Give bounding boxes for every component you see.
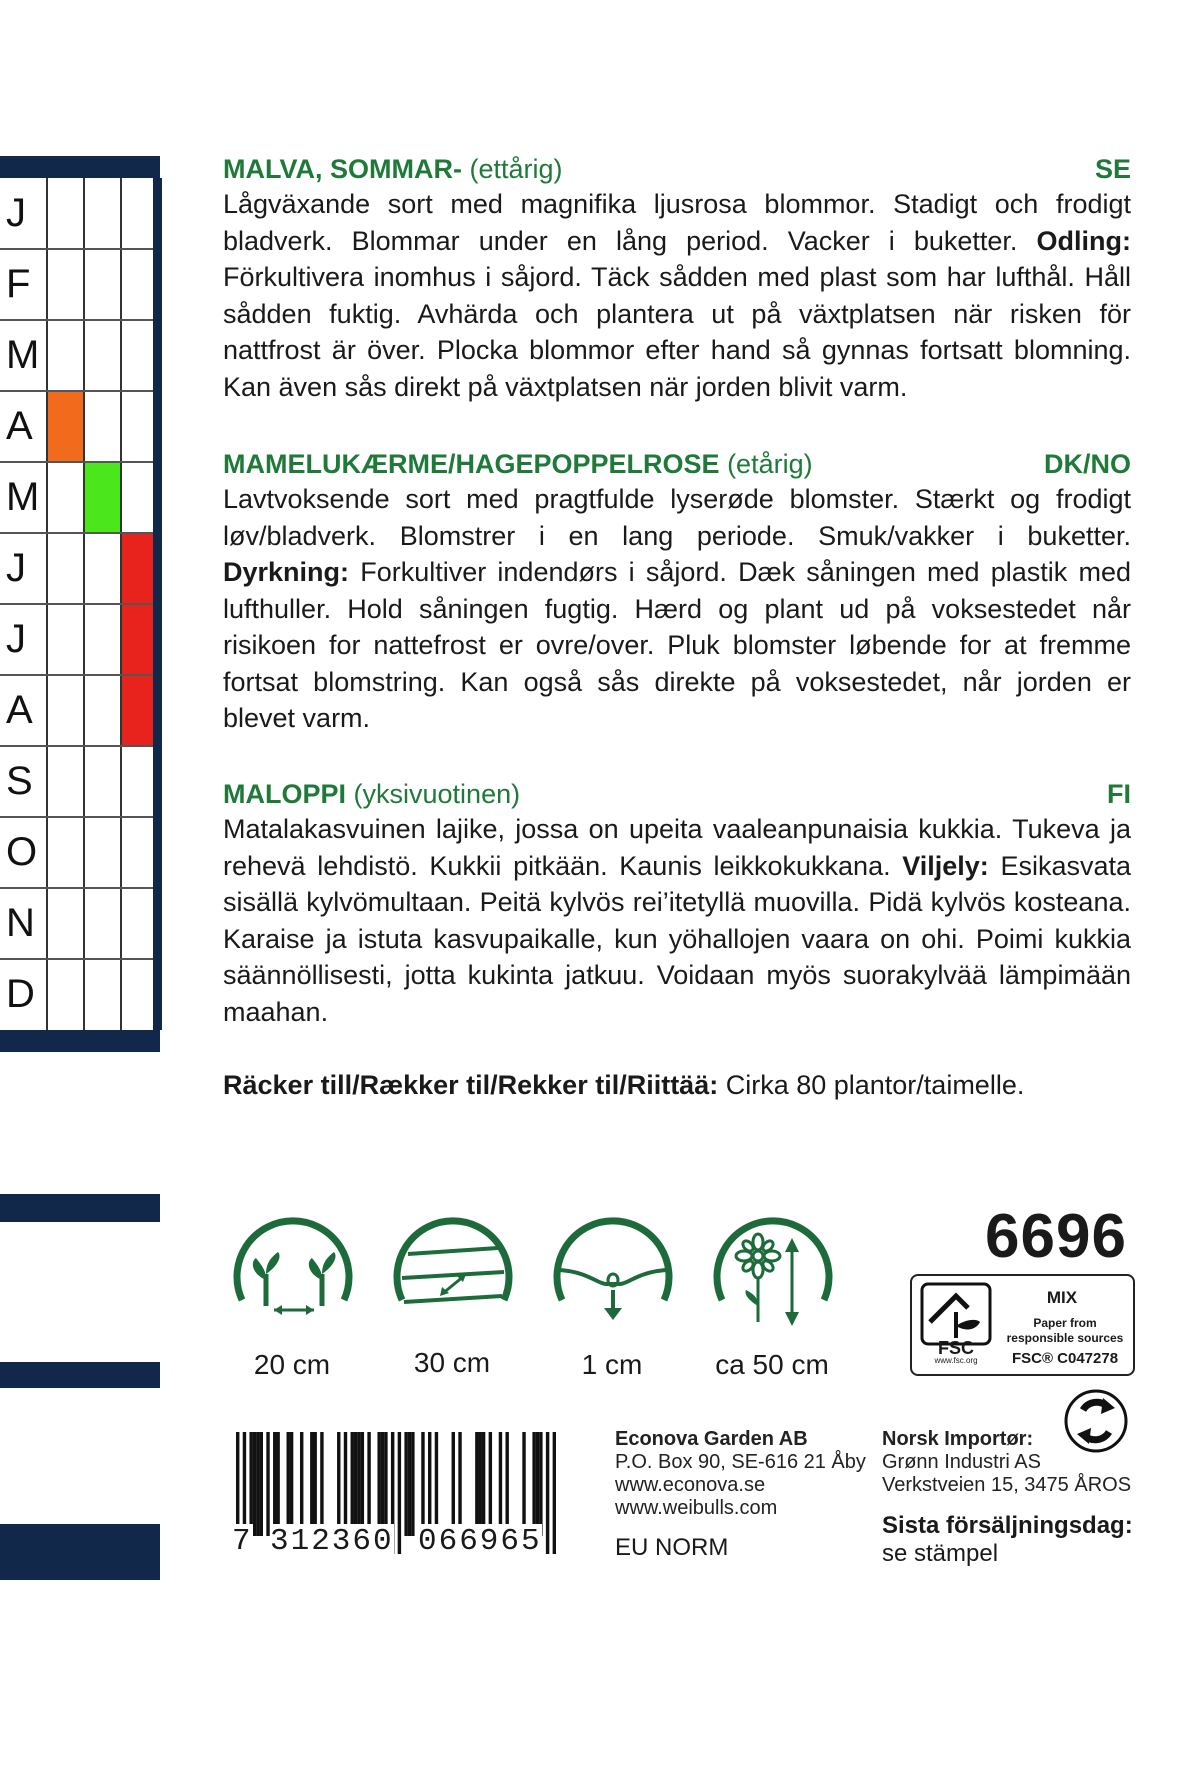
calendar-bloom-cell — [121, 675, 157, 746]
language-code: SE — [1094, 154, 1131, 184]
producer-address — [615, 1428, 866, 1520]
calendar-month-letter: J — [6, 617, 26, 661]
plant-lifecycle: (yksivuotinen) — [353, 779, 521, 809]
calendar-month-row — [0, 817, 160, 888]
barcode-bar — [287, 1432, 290, 1536]
barcode-bar — [357, 1432, 360, 1536]
importer-name: Grønn Industri AS — [882, 1451, 1041, 1473]
section-dk-no — [223, 447, 1131, 737]
legend-top-band — [0, 1030, 160, 1052]
plant-lifecycle: (ettårig) — [469, 154, 563, 184]
calendar-sow-indoor-cell — [47, 817, 83, 888]
calendar-sow-indoor-cell — [47, 462, 83, 533]
calendar-bloom-cell — [121, 462, 157, 533]
calendar-sow-indoor-cell — [47, 604, 83, 675]
barcode-bar — [381, 1432, 384, 1536]
plant-spacing-value: 20 cm — [253, 1349, 331, 1380]
legend-bloom: Blomstring/ Skörd/ Høst/ Kukkii/sato — [6, 1398, 117, 1510]
calendar-month-letter: S — [6, 759, 33, 803]
fsc-url: www.fsc.org — [934, 1356, 978, 1365]
calendar-bloom-cell — [121, 604, 157, 675]
barcode-bar — [384, 1432, 387, 1536]
barcode-bar — [435, 1432, 438, 1536]
importer-label: Norsk Importør: — [882, 1428, 1034, 1450]
barcode-bar — [532, 1432, 535, 1536]
barcode-bar — [499, 1432, 502, 1536]
calendar-month-row — [0, 391, 160, 462]
calendar-month-row — [0, 888, 160, 959]
barcode-bar — [452, 1432, 455, 1536]
calendar-sow-indoor-cell — [47, 675, 83, 746]
body-text: Lavtvoksende sort med pragtfulde lyserøde blomster. Stærkt og frodigt løv/bladverk. Blomstrer i en lang periode. Smuk/vakker i buketter. — [223, 484, 1131, 551]
body-text: Förkultivera inomhus i såjord. Täck sådden med plast som har lufthål. Håll sådden fuktig. Avhärda och plantera ut på växtplatsen när risken för nattfrost är över. Plocka blommor efter hand så gynnas fortsatt blomning. Kan även sås direkt på växtplatsen när jorden blivit varm. — [223, 262, 1131, 402]
barcode-bar — [249, 1432, 252, 1536]
calendar-month-letter: M — [6, 333, 40, 377]
barcode-bar — [361, 1432, 364, 1536]
language-code: FI — [1107, 779, 1131, 809]
legend-sow-direct: Direktså/ Såing direkte/ Suorakylvö — [6, 1232, 115, 1344]
plant-name: MALOPPI — [223, 779, 347, 809]
plant-spacing-icon — [228, 1210, 358, 1340]
producer-website: www.econova.se — [615, 1474, 766, 1496]
calendar-bloom-cell — [121, 178, 157, 249]
barcode-bar — [489, 1432, 492, 1536]
calendar-month-letter: J — [6, 191, 26, 235]
calendar-sow-direct-cell — [84, 675, 120, 746]
plant-name: MALVA, SOMMAR- — [223, 154, 462, 184]
barcode-bar — [522, 1432, 525, 1536]
plant-name: MAMELUKÆRME/HAGEPOPPELROSE — [223, 449, 720, 479]
calendar-month-letter: D — [6, 972, 35, 1016]
section-heading — [223, 777, 1131, 811]
last-sale-label: Sista försäljningsdag: — [882, 1512, 1133, 1539]
eu-norm: EU NORM — [615, 1534, 729, 1561]
calendar-sow-indoor-cell — [47, 746, 83, 817]
calendar-month-row — [0, 533, 160, 604]
fsc-logo-text: FSC — [938, 1338, 974, 1358]
barcode-bar — [421, 1432, 424, 1536]
calendar-sow-direct-cell — [84, 817, 120, 888]
body-text: Lågväxande sort med magnifika ljusrosa blommor. Stadigt och frodigt bladverk. Blommar under en lång period. Vacker i buketter. — [223, 189, 1131, 256]
barcode-bar — [256, 1432, 259, 1536]
calendar-sow-direct-cell — [84, 888, 120, 959]
fsc-paper-source: Paper from responsible sources — [1006, 1316, 1124, 1345]
barcode-bar — [320, 1432, 323, 1536]
calendar-sow-indoor-cell — [47, 959, 83, 1030]
article-number: 6696 — [985, 1202, 1127, 1271]
calendar-sow-direct-cell — [84, 391, 120, 462]
fsc-license-code: FSC® C047278 — [1011, 1350, 1119, 1367]
barcode-bar — [290, 1432, 293, 1536]
calendar-sow-direct-cell — [84, 959, 120, 1030]
barcode-bar — [475, 1432, 478, 1536]
section-heading — [223, 152, 1131, 186]
barcode-digits — [232, 1524, 562, 1564]
barcode-bar — [458, 1432, 461, 1536]
producer-website: www.weibulls.com — [615, 1497, 778, 1519]
plant-height-icon — [708, 1210, 838, 1340]
section-se — [223, 152, 1131, 405]
seed-quantity — [223, 1068, 1024, 1102]
section-body — [223, 811, 1131, 1030]
calendar-sow-direct-cell — [84, 178, 120, 249]
sowing-depth-icon — [548, 1210, 678, 1340]
calendar-sow-indoor-cell — [47, 888, 83, 959]
section-body — [223, 186, 1131, 405]
calendar-sow-indoor-cell — [47, 249, 83, 320]
row-spacing-value: 30 cm — [413, 1347, 491, 1378]
calendar-bloom-cell — [121, 391, 157, 462]
calendar-month-letter: O — [6, 830, 38, 874]
calendar-sow-direct-cell — [84, 462, 120, 533]
seed-quantity-value: Cirka 80 plantor/taimelle. — [718, 1070, 1025, 1100]
calendar-month-letter: N — [6, 901, 35, 945]
importer-address — [882, 1428, 1131, 1497]
body-text: Esikasvata sisällä kylvömultaan. Peitä kylvös rei’itetyllä muovilla. Pidä kylvös kosteana. Karaise ja istuta kasvupaikalle, kun yöhallojen vaara on ohi. Poimi kukkia säännöllisesti, jotta kukinta jatkuu. Voidaan myös suorakylvää lämpimään maahan. — [223, 850, 1131, 1027]
calendar-month-letter: F — [6, 262, 31, 306]
legend-band — [0, 1362, 160, 1388]
barcode-bar — [505, 1432, 508, 1536]
calendar-sow-direct-cell — [84, 533, 120, 604]
body-text: Matalakasvuinen lajike, jossa on upeita vaaleanpunaisia kukkia. Tukeva ja rehevä lehdistö. Kukkii pitkään. Kaunis leikkokukkana. — [223, 814, 1131, 881]
barcode-bar — [539, 1432, 542, 1536]
barcode-bar — [408, 1432, 411, 1536]
calendar-sow-direct-cell — [84, 746, 120, 817]
section-heading — [223, 447, 1131, 481]
producer-postal: P.O. Box 90, SE-616 21 Åby — [615, 1451, 866, 1473]
barcode-bar — [367, 1432, 370, 1536]
producer-name: Econova Garden AB — [615, 1428, 808, 1450]
calendar-month-row — [0, 249, 160, 320]
calendar-month-letter: J — [6, 546, 26, 590]
calendar-sow-indoor-cell — [47, 178, 83, 249]
calendar-month-row — [0, 320, 160, 391]
barcode-bar — [377, 1432, 380, 1536]
barcode-bar — [404, 1432, 407, 1536]
legend-sow-indoor: Förså/ Forkultur/ Esikavatus — [6, 1074, 113, 1157]
barcode-bar — [260, 1432, 263, 1536]
barcode-bar — [310, 1432, 313, 1536]
barcode-first-digit: 7 — [232, 1524, 253, 1559]
calendar-month-letter: A — [6, 404, 33, 448]
calendar-sow-indoor-cell — [47, 391, 83, 462]
calendar-month-row — [0, 959, 160, 1030]
barcode-bar — [266, 1432, 269, 1536]
calendar-sow-direct-cell — [84, 320, 120, 391]
barcode-bar — [536, 1432, 539, 1536]
calendar-bloom-cell — [121, 249, 157, 320]
calendar-top-band — [0, 156, 160, 178]
barcode-bar — [337, 1432, 340, 1536]
section-fi — [223, 777, 1131, 1030]
plant-height-value: ca 50 cm — [715, 1349, 829, 1380]
body-text: Forkultiver indendørs i såjord. Dæk såningen med plastik med lufthuller. Hold såningen fugtig. Hærd og plant ud på voksestedet når risikoen for nattefrost er ovre/over. Pluk blomster løbende for at fremme fortsat blomstring. Kan også sås direkte på voksestedet, når jorden er blevet varm. — [223, 557, 1131, 733]
calendar-month-row — [0, 675, 160, 746]
calendar-month-row — [0, 746, 160, 817]
calendar-bloom-cell — [121, 746, 157, 817]
legend-band — [0, 1194, 160, 1222]
calendar-bloom-cell — [121, 888, 157, 959]
barcode-bar — [482, 1432, 485, 1536]
importer-street: Verkstveien 15, 3475 ÅROS — [882, 1474, 1132, 1496]
calendar-month-letter: M — [6, 475, 40, 519]
barcode-left-digits: 312360 — [270, 1524, 394, 1559]
fsc-label — [910, 1274, 1135, 1376]
calendar-sow-direct-cell — [84, 604, 120, 675]
barcode-bar — [428, 1432, 431, 1536]
last-sale-date — [882, 1512, 1133, 1568]
barcode-bar — [300, 1432, 303, 1536]
language-code: DK/NO — [1044, 449, 1131, 479]
barcode-bar — [253, 1432, 256, 1536]
calendar-month-row — [0, 604, 160, 675]
calendar-bloom-cell — [121, 533, 157, 604]
row-spacing-icon — [388, 1210, 518, 1340]
legend-bottom-band — [0, 1524, 160, 1580]
barcode-right-digits: 066965 — [418, 1524, 542, 1559]
section-body — [223, 481, 1131, 737]
barcode-bar — [479, 1432, 482, 1536]
calendar-sow-indoor-cell — [47, 320, 83, 391]
cultivation-label: Odling: — [1036, 225, 1131, 256]
calendar-bloom-cell — [121, 817, 157, 888]
calendar-month-letter: A — [6, 688, 33, 732]
calendar-bloom-cell — [121, 959, 157, 1030]
barcode-bar — [273, 1432, 276, 1536]
calendar-sow-indoor-cell — [47, 533, 83, 604]
calendar-bloom-cell — [121, 320, 157, 391]
barcode-bar — [354, 1432, 357, 1536]
seed-quantity-label: Räcker till/Rækker til/Rekker til/Riittää: — [223, 1070, 719, 1100]
fsc-mix: MIX — [1046, 1288, 1078, 1307]
cultivation-label: Dyrkning: — [223, 557, 350, 587]
cultivation-label: Viljely: — [902, 850, 989, 881]
calendar-sow-direct-cell — [84, 249, 120, 320]
last-sale-value: se stämpel — [882, 1540, 999, 1567]
barcode-bar — [344, 1432, 347, 1536]
plant-lifecycle: (etårig) — [727, 449, 813, 479]
sowing-depth-value: 1 cm — [581, 1349, 643, 1380]
calendar-month-row — [0, 178, 160, 249]
calendar-month-row — [0, 462, 160, 533]
barcode-bar — [276, 1432, 279, 1536]
barcode-bar — [411, 1432, 414, 1536]
barcode-bar — [351, 1432, 354, 1536]
barcode-bar — [313, 1432, 316, 1536]
